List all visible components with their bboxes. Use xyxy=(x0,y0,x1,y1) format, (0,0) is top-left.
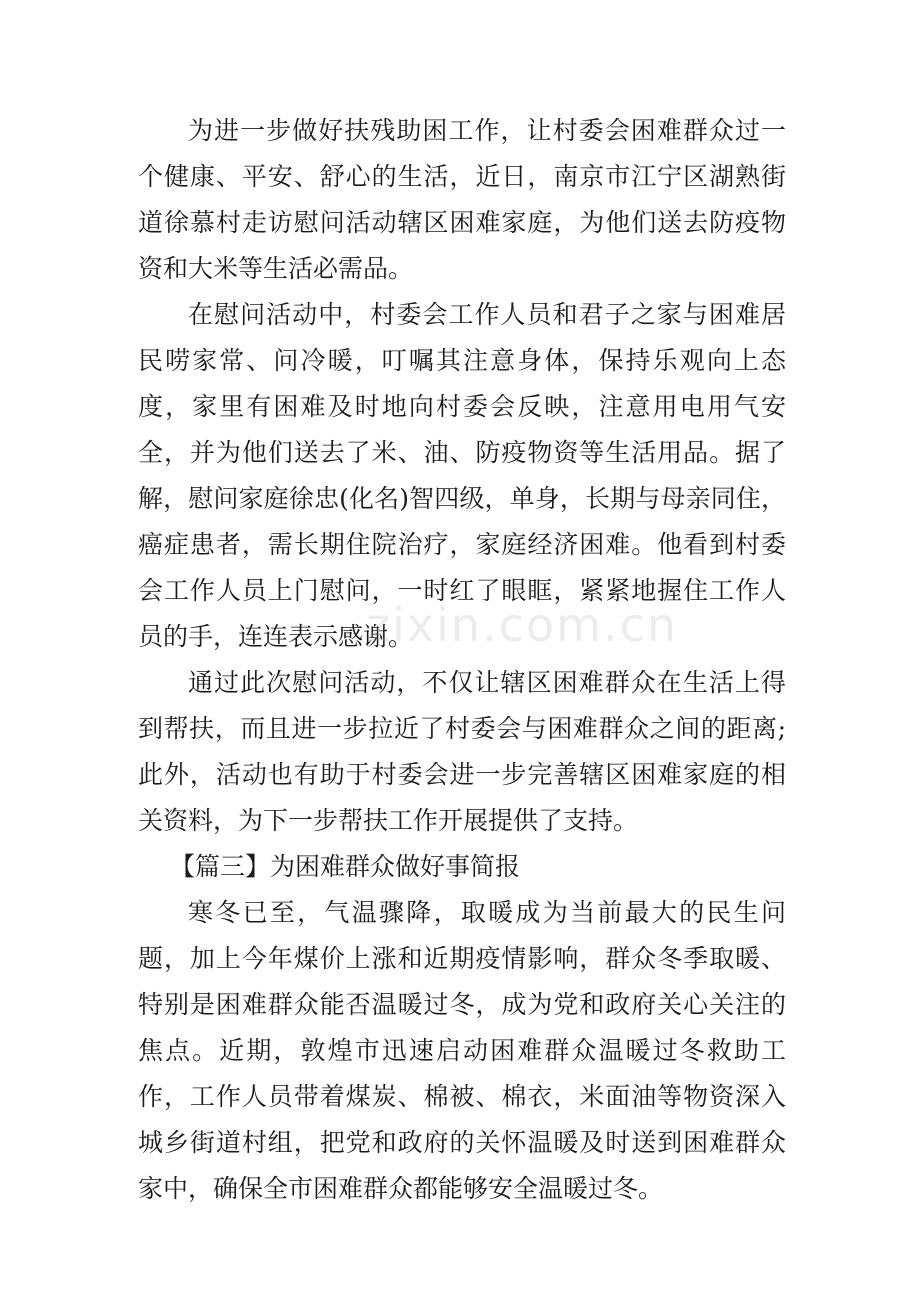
body-paragraph-2: 在慰问活动中，村委会工作人员和君子之家与困难居民唠家常、问冷暖，叮嘱其注意身体，保持乐观向上态度，家里有困难及时地向村委会反映，注意用电用气安全，并为他们送去了米、油、防疫物资等生活用品。据了解，慰问家庭徐忠(化名)智四级，单身，长期与母亲同住，癌症患者，需长期住院治疗，家庭经济困难。他看到村委会工作人员上门慰问，一时红了眼眶，紧紧地握住工作人员的手，连连表示感谢。 xyxy=(138,300,786,651)
body-paragraph-3: 通过此次慰问活动，不仅让辖区困难群众在生活上得到帮扶，而且进一步拉近了村委会与困难群众之间的距离;此外，活动也有助于村委会进一步完善辖区困难家庭的相关资料，为下一步帮扶工作开展提供了支持。 xyxy=(138,668,786,835)
body-paragraph-1: 为进一步做好扶残助困工作，让村委会困难群众过一个健康、平安、舒心的生活，近日，南京市江宁区湖熟街道徐慕村走访慰问活动辖区困难家庭，为他们送去防疫物资和大米等生活必需品。 xyxy=(138,116,786,283)
document-body xyxy=(138,108,786,1212)
watermark-text: zixin.com.cn xyxy=(366,598,679,652)
section-heading: 【篇三】为困难群众做好事简报 xyxy=(170,852,521,881)
section-paragraph-1: 寒冬已至，气温骤降，取暖成为当前最大的民生问题，加上今年煤价上涨和近期疫情影响，群众冬季取暖、特别是困难群众能否温暖过冬，成为党和政府关心关注的焦点。近期，敦煌市迅速启动困难群众温暖过冬救助工作，工作人员带着煤炭、棉被、棉衣，米面油等物资深入城乡街道村组，把党和政府的关怀温暖及时送到困难群众家中，确保全市困难群众都能够安全温暖过冬。 xyxy=(138,898,786,1203)
